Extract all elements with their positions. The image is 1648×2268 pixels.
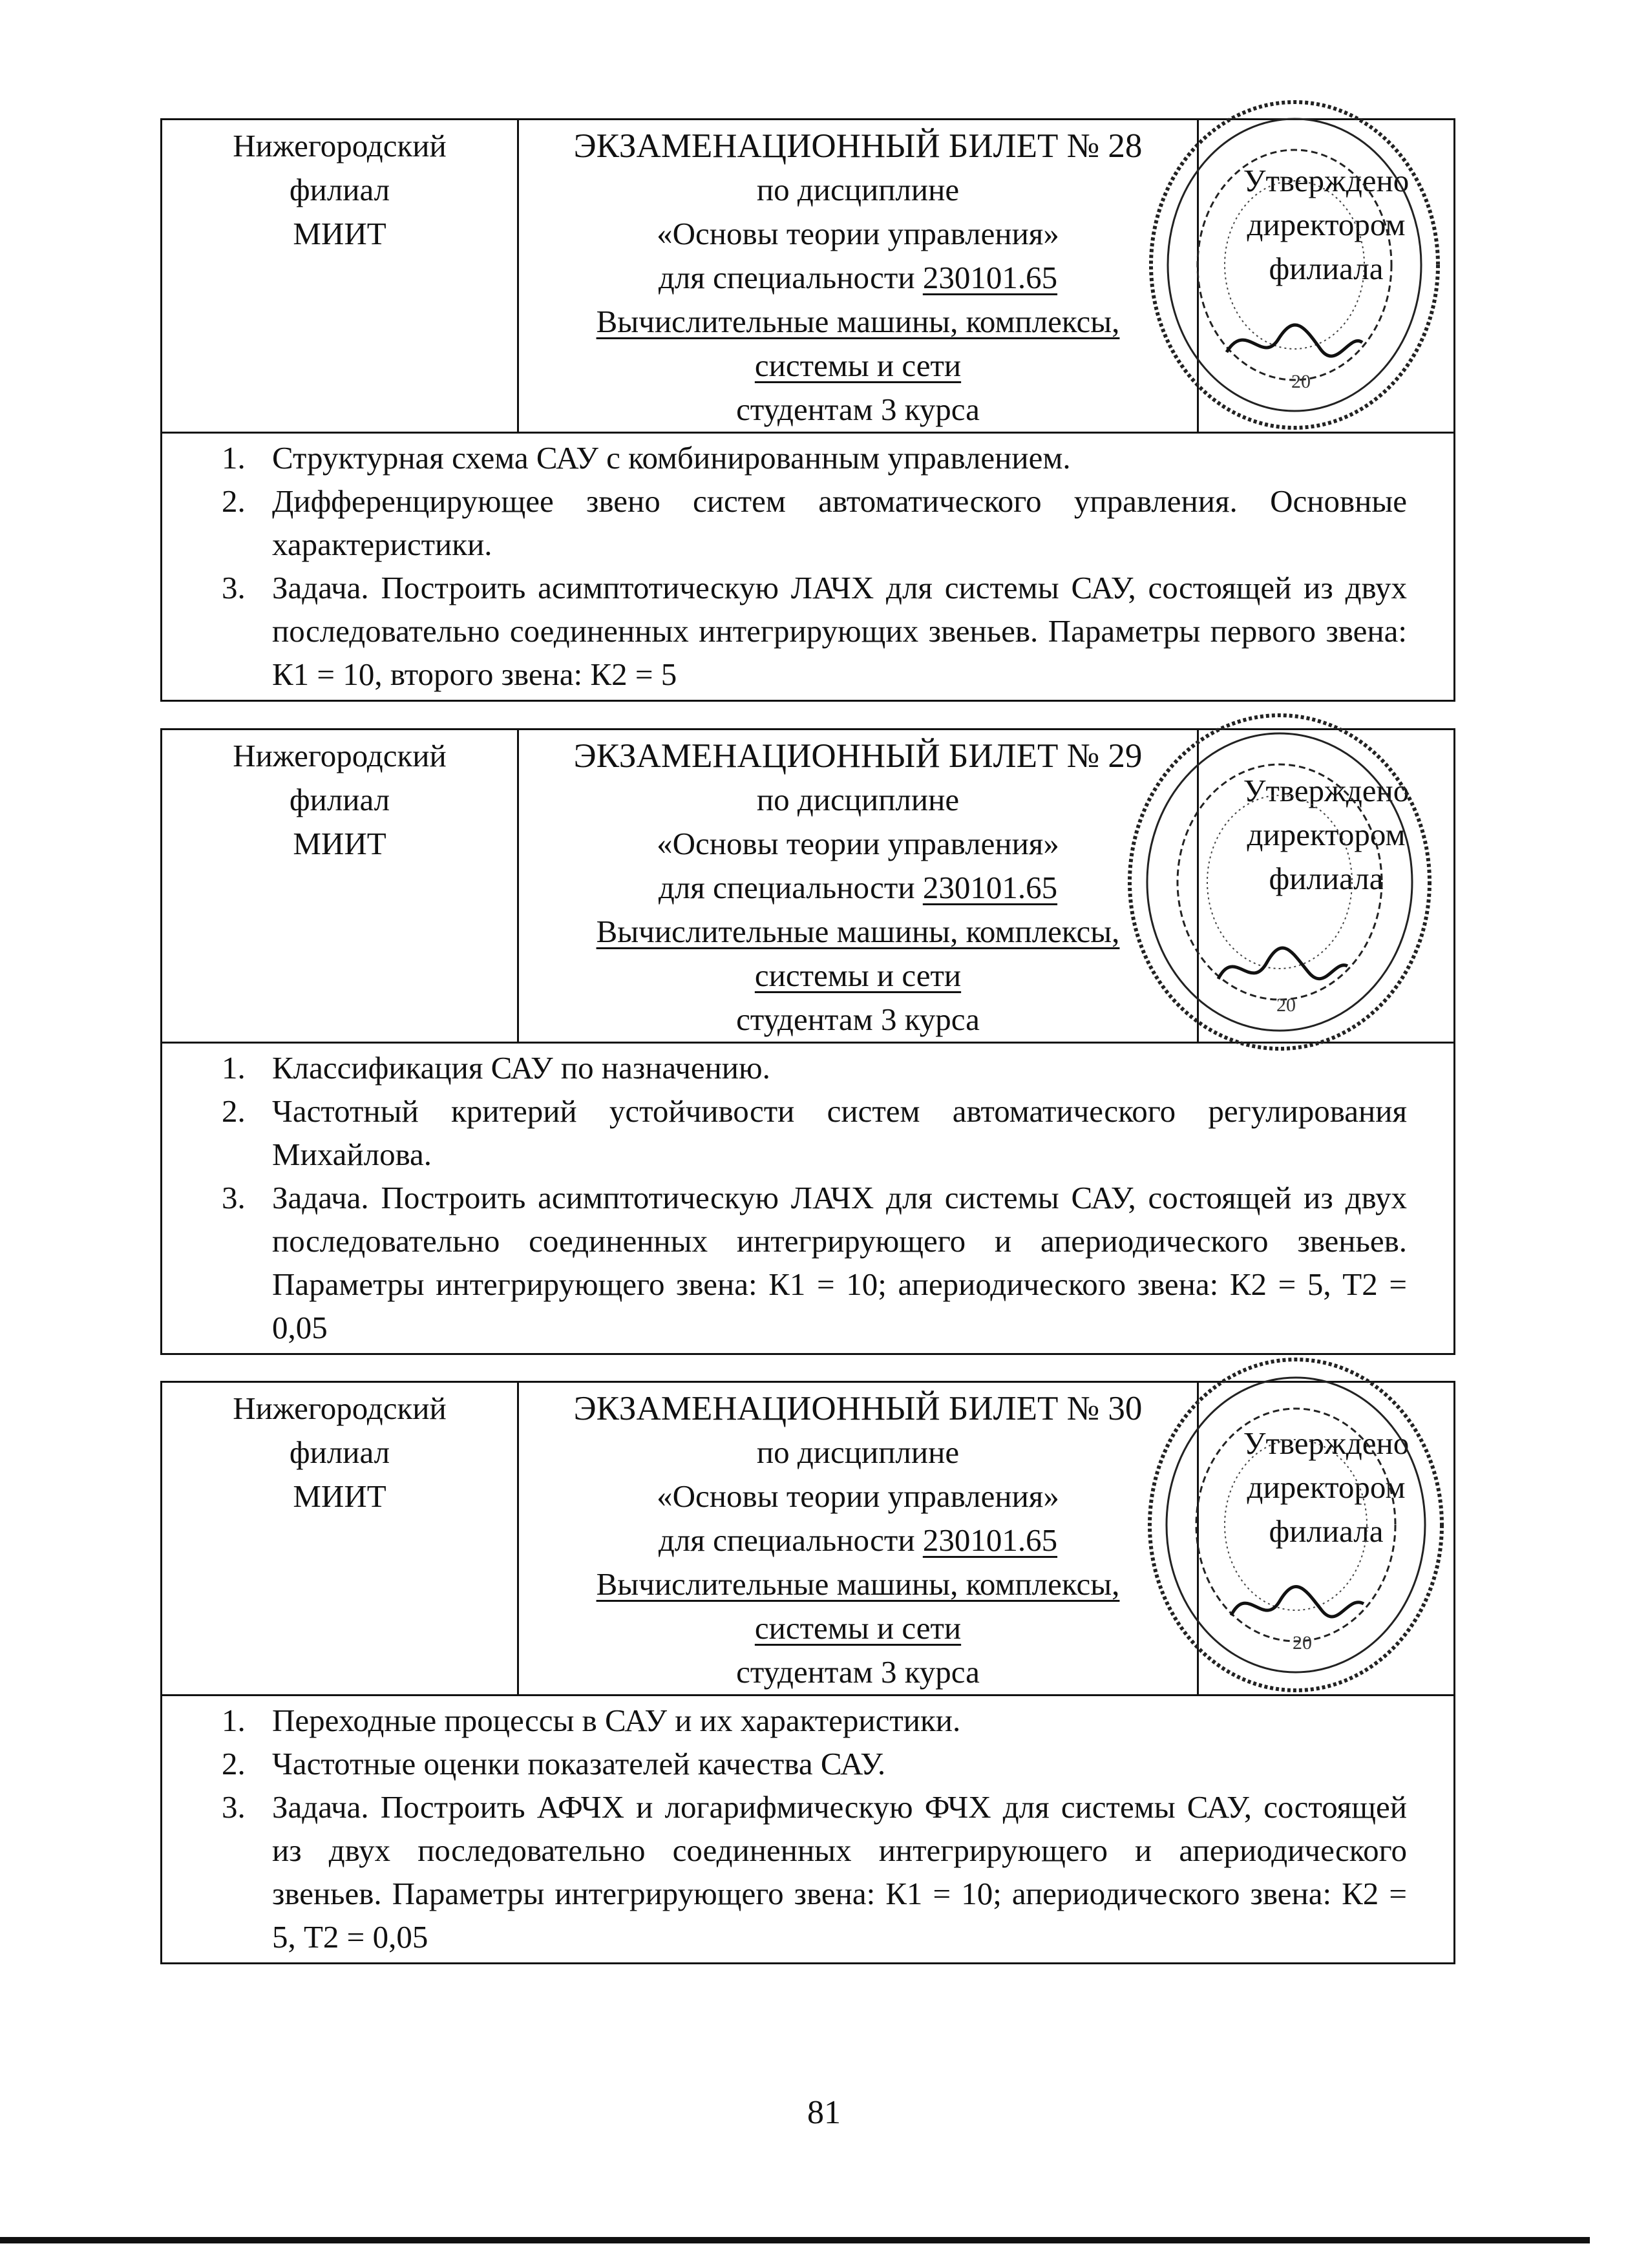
question-text: Классификация САУ по назначению.: [272, 1050, 770, 1086]
question-text: Задача. Построить асимптотическую ЛАЧХ для системы САУ, состоящей из двух последовательно соединенных интегрирующих звеньев. Параметры первого звена: К1 = 10, второго звена: К2 = 5: [272, 570, 1407, 692]
question-number: 1.: [222, 1703, 246, 1738]
discipline-name: «Основы теории управления»: [657, 826, 1059, 861]
question-text: Задача. Построить асимптотическую ЛАЧХ для системы САУ, состоящей из двух последовательно соединенных интегрирующего и апериодического звеньев. Параметры интегрирующего звена: К1 = 10; апериодического звена: К2 = 5, Т2 = 0,05: [272, 1180, 1407, 1345]
question-item: [162, 479, 1407, 566]
institution-line: Нижегородский: [233, 1391, 447, 1426]
approval-line: Утверждено: [1243, 1425, 1410, 1461]
specialty-code: 230101.65: [922, 870, 1058, 905]
institution-line: Нижегородский: [233, 738, 447, 773]
specialty-line: [519, 1518, 1197, 1562]
question-item: [162, 1089, 1407, 1176]
audience: студентам 3 курса: [736, 392, 980, 427]
approval-cell: [1199, 120, 1453, 432]
specialty-name-cont: системы и сети: [754, 1610, 962, 1646]
ticket-questions: [162, 434, 1453, 700]
question-number: 2.: [222, 1093, 246, 1129]
institution-line: филиал: [289, 172, 390, 207]
question-number: 3.: [222, 1789, 246, 1825]
question-text: Задача. Построить АФЧХ и логарифмическую ФЧХ для системы САУ, состоящей из двух последовательно соединенных интегрирующего и апериодического звеньев. Параметры интегрирующего звена: К1 = 10; апериодического звена: К2 = 5, Т2 = 0,05: [272, 1789, 1407, 1955]
approval-cell: [1199, 1383, 1453, 1694]
question-number: 1.: [222, 1050, 246, 1086]
audience: студентам 3 курса: [736, 1002, 980, 1037]
question-number: 1.: [222, 440, 246, 476]
institution-line: МИИТ: [293, 216, 386, 251]
discipline-name: «Основы теории управления»: [657, 216, 1059, 251]
specialty-line: [519, 256, 1197, 300]
specialty-name: Вычислительные машины, комплексы,: [596, 914, 1120, 949]
question-number: 2.: [222, 1746, 246, 1781]
ticket-questions: [162, 1044, 1453, 1353]
ticket-header: [162, 730, 1453, 1044]
approval-cell: [1199, 730, 1453, 1042]
question-number: 3.: [222, 1180, 246, 1215]
approval-line: Утверждено: [1243, 773, 1410, 808]
question-text: Частотный критерий устойчивости систем автоматического регулирования Михайлова.: [272, 1093, 1407, 1172]
ticket-header: [162, 120, 1453, 434]
question-item: [162, 1742, 1407, 1785]
approval-line: филиала: [1269, 861, 1384, 896]
question-number: 3.: [222, 570, 246, 605]
question-item: [162, 566, 1407, 696]
approval-line: директором: [1247, 207, 1406, 242]
specialty-prefix: для специальности: [658, 870, 923, 905]
ticket-questions: [162, 1696, 1453, 1962]
question-item: [162, 1785, 1407, 1958]
ticket-title-cell: [519, 1383, 1199, 1694]
discipline-name: «Основы теории управления»: [657, 1478, 1059, 1514]
seal-year: 20: [1293, 1632, 1312, 1654]
institution-cell: [162, 730, 519, 1042]
exam-ticket-28: [160, 118, 1455, 702]
discipline-intro: по дисциплине: [756, 172, 960, 207]
specialty-prefix: для специальности: [658, 260, 923, 295]
page-number: 81: [807, 2094, 841, 2131]
specialty-name-cont: системы и сети: [754, 348, 962, 383]
question-text: Структурная схема САУ с комбинированным управлением.: [272, 440, 1071, 476]
specialty-code: 230101.65: [922, 1522, 1058, 1558]
specialty-name: Вычислительные машины, комплексы,: [596, 1566, 1120, 1602]
ticket-title: ЭКЗАМЕНАЦИОННЫЙ БИЛЕТ № 29: [573, 737, 1143, 775]
institution-line: Нижегородский: [233, 128, 447, 163]
discipline-intro: по дисциплине: [756, 1434, 960, 1470]
approval-line: филиала: [1269, 1513, 1384, 1549]
approval-line: директором: [1247, 817, 1406, 852]
institution-line: МИИТ: [293, 826, 386, 861]
institution-cell: [162, 120, 519, 432]
approval-line: директором: [1247, 1469, 1406, 1505]
question-text: Частотные оценки показателей качества САУ.: [272, 1746, 886, 1781]
seal-year: 20: [1291, 371, 1311, 392]
question-item: [162, 1046, 1407, 1089]
institution-line: МИИТ: [293, 1478, 386, 1514]
institution-line: филиал: [289, 1434, 390, 1470]
question-item: [162, 1176, 1407, 1349]
ticket-title: ЭКЗАМЕНАЦИОННЫЙ БИЛЕТ № 30: [573, 1390, 1143, 1427]
approval-line: филиала: [1269, 251, 1384, 286]
specialty-prefix: для специальности: [658, 1522, 923, 1558]
specialty-name-cont: системы и сети: [754, 958, 962, 993]
question-text: Дифференцирующее звено систем автоматического управления. Основные характеристики.: [272, 483, 1407, 562]
question-number: 2.: [222, 483, 246, 519]
exam-ticket-30: [160, 1381, 1455, 1964]
bottom-rule: [0, 2237, 1590, 2243]
seal-year: 20: [1276, 994, 1296, 1016]
ticket-header: [162, 1383, 1453, 1696]
discipline-intro: по дисциплине: [756, 782, 960, 817]
institution-line: филиал: [289, 782, 390, 817]
audience: студентам 3 курса: [736, 1654, 980, 1690]
exam-ticket-29: [160, 728, 1455, 1355]
institution-cell: [162, 1383, 519, 1694]
ticket-title-cell: [519, 730, 1199, 1042]
question-item: [162, 436, 1407, 479]
approval-line: Утверждено: [1243, 163, 1410, 198]
specialty-code: 230101.65: [922, 260, 1058, 295]
question-item: [162, 1699, 1407, 1742]
specialty-line: [519, 866, 1197, 910]
ticket-title: ЭКЗАМЕНАЦИОННЫЙ БИЛЕТ № 28: [573, 127, 1143, 165]
specialty-name: Вычислительные машины, комплексы,: [596, 304, 1120, 339]
ticket-title-cell: [519, 120, 1199, 432]
question-text: Переходные процессы в САУ и их характеристики.: [272, 1703, 961, 1738]
